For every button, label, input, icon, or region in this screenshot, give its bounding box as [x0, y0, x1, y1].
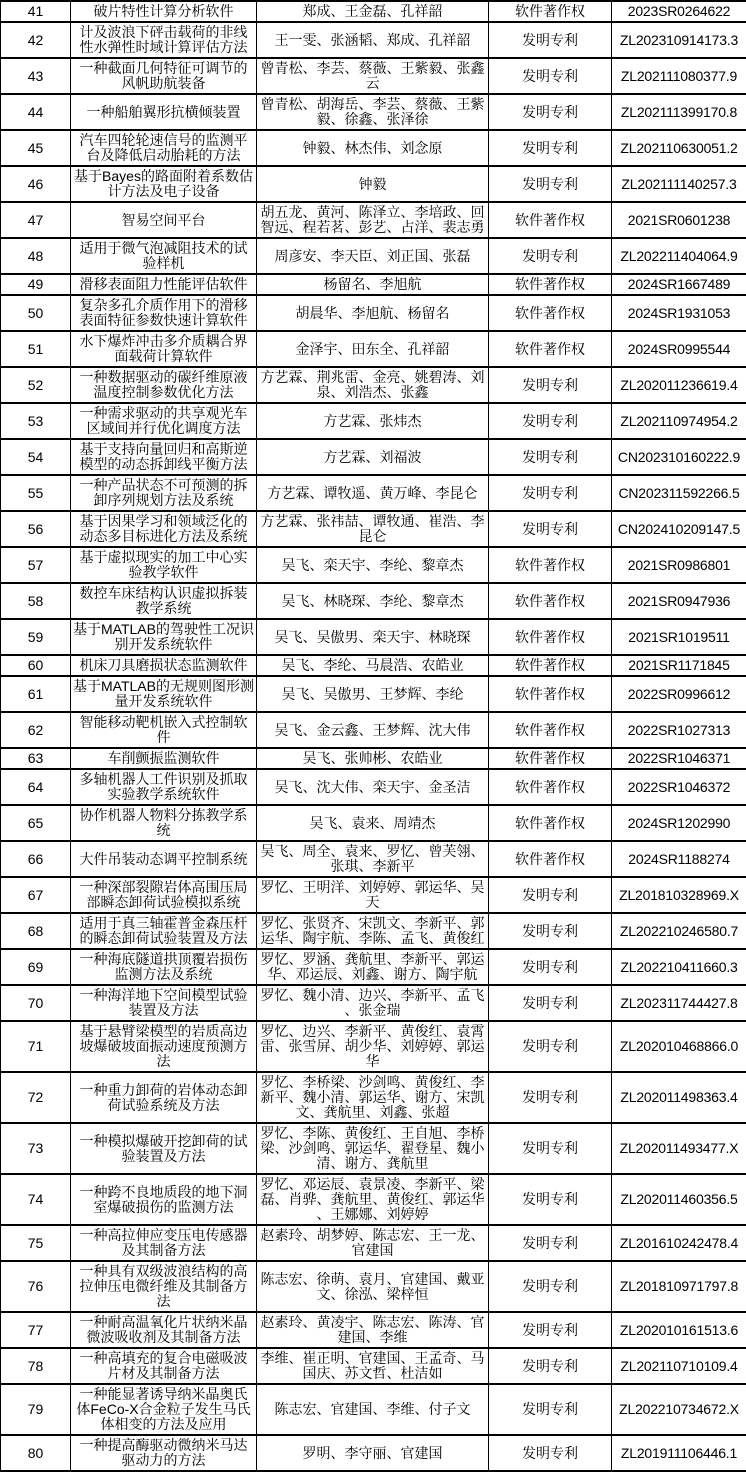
achievement-title-cell: 一种船舶翼形抗横倾装置	[71, 94, 257, 130]
ip-type-cell: 发明专利	[489, 58, 612, 94]
row-number-cell: 48	[1, 238, 71, 274]
achievement-title-cell: 基于Bayes的路面附着系数估计方法及电子设备	[71, 166, 257, 202]
table-row	[1, 1021, 746, 1072]
registration-number-cell: ZL202110710109.4	[612, 1348, 746, 1384]
table-row	[1, 1072, 746, 1123]
ip-type-cell: 发明专利	[489, 1021, 612, 1072]
table-row	[1, 655, 746, 676]
authors-cell: 李维、崔正明、官建国、王孟奇、马国庆、苏文哲、杜洁如	[257, 1348, 489, 1384]
ip-type-cell: 软件著作权	[489, 331, 612, 367]
ip-type-cell: 发明专利	[489, 367, 612, 403]
achievement-title-cell: 基于悬臂梁模型的岩质高边坡爆破坡面振动速度预测方法	[71, 1021, 257, 1072]
authors-cell: 郑成、王金磊、孔祥韶	[257, 1, 489, 22]
authors-cell: 钟毅	[257, 166, 489, 202]
authors-cell: 吴飞、吴傲男、栾天宇、林晓琛	[257, 619, 489, 655]
authors-cell: 吴飞、周全、袁来、罗忆、曾芙翎、张琪、李新平	[257, 841, 489, 877]
authors-cell: 罗忆、魏小清、边兴、李新平、孟飞、张金瑞	[257, 985, 489, 1021]
ip-type-cell: 发明专利	[489, 475, 612, 511]
table-row	[1, 58, 746, 94]
authors-cell: 吴飞、沈大伟、栾天宇、金圣洁	[257, 769, 489, 805]
row-number-cell: 45	[1, 130, 71, 166]
authors-cell: 方艺霖、张炜杰	[257, 403, 489, 439]
achievement-title-cell: 一种能显著诱导纳米晶奥氏体FeCo-X合金粒子发生马氏体相变的方法及应用	[71, 1384, 257, 1435]
table-row	[1, 331, 746, 367]
registration-number-cell: ZL201610242478.4	[612, 1225, 746, 1261]
authors-cell: 吴飞、李纶、马晨浩、农皓业	[257, 655, 489, 676]
registration-number-cell: ZL202111140257.3	[612, 166, 746, 202]
authors-cell: 吴飞、袁来、周靖杰	[257, 805, 489, 841]
row-number-cell: 59	[1, 619, 71, 655]
authors-cell: 罗忆、李桥梁、沙剑鸣、黄俊红、李新平、魏小清、郭运华、谢方、宋凯文、龚航里、刘鑫、张超	[257, 1072, 489, 1123]
registration-number-cell: 2021SR1019511	[612, 619, 746, 655]
table-row	[1, 1384, 746, 1435]
ip-type-cell: 发明专利	[489, 1384, 612, 1435]
registration-number-cell: 2021SR1171845	[612, 655, 746, 676]
registration-number-cell: ZL202210411660.3	[612, 949, 746, 985]
ip-type-cell: 发明专利	[489, 1174, 612, 1225]
registration-number-cell: ZL202111399170.8	[612, 94, 746, 130]
registration-number-cell: ZL202110974954.2	[612, 403, 746, 439]
authors-cell: 金泽宇、田东全、孔祥韶	[257, 331, 489, 367]
registration-number-cell: 2021SR0601238	[612, 202, 746, 238]
registration-number-cell: CN202410209147.5	[612, 511, 746, 547]
table-row	[1, 274, 746, 295]
authors-cell: 罗忆、边兴、李新平、黄俊红、袁霄雷、张雪屏、胡少华、刘婷婷、郭运华	[257, 1021, 489, 1072]
row-number-cell: 68	[1, 913, 71, 949]
authors-cell: 罗明、李守丽、官建国	[257, 1435, 489, 1471]
table-row	[1, 619, 746, 655]
table-row	[1, 1261, 746, 1312]
row-number-cell: 75	[1, 1225, 71, 1261]
table-row	[1, 913, 746, 949]
registration-number-cell: ZL202210246580.7	[612, 913, 746, 949]
table-row	[1, 439, 746, 475]
achievement-title-cell: 适用于微气泡减阻技术的试验样机	[71, 238, 257, 274]
registration-number-cell: ZL201810971797.8	[612, 1261, 746, 1312]
table-row	[1, 676, 746, 712]
ip-type-cell: 软件著作权	[489, 202, 612, 238]
achievement-title-cell: 一种高拉伸应变压电传感器及其制备方法	[71, 1225, 257, 1261]
authors-cell: 钟毅、林杰伟、刘念原	[257, 130, 489, 166]
table-row	[1, 295, 746, 331]
registration-number-cell: 2022SR1027313	[612, 712, 746, 748]
authors-cell: 杨留名、李旭航	[257, 274, 489, 295]
achievement-title-cell: 一种模拟爆破开挖卸荷的试验装置及方法	[71, 1123, 257, 1174]
achievement-title-cell: 一种高填充的复合电磁吸波片材及其制备方法	[71, 1348, 257, 1384]
table-row	[1, 238, 746, 274]
registration-number-cell: 2022SR0996612	[612, 676, 746, 712]
achievement-title-cell: 复杂多孔介质作用下的滑移表面特征参数快速计算软件	[71, 295, 257, 331]
achievement-title-cell: 智能移动靶机嵌入式控制软件	[71, 712, 257, 748]
achievement-title-cell: 一种截面几何特征可调节的风帆助航装备	[71, 58, 257, 94]
table-row	[1, 1312, 746, 1348]
registration-number-cell: ZL201810328969.X	[612, 877, 746, 913]
achievement-title-cell: 一种跨不良地质段的地下洞室爆破损伤的监测方法	[71, 1174, 257, 1225]
registration-number-cell: 2024SR1667489	[612, 274, 746, 295]
authors-cell: 罗忆、罗涵、龚航里、李新平、郭运华、邓运辰、刘鑫、谢方、陶宇航	[257, 949, 489, 985]
table-row	[1, 712, 746, 748]
ip-type-cell: 软件著作权	[489, 547, 612, 583]
authors-cell: 吴飞、栾天宇、李纶、黎章杰	[257, 547, 489, 583]
authors-cell: 周彦安、李天臣、刘正国、张磊	[257, 238, 489, 274]
registration-number-cell: 2024SR1202990	[612, 805, 746, 841]
authors-cell: 陈志宏、徐萌、袁月、官建国、戴亚文、徐泓、梁梓恒	[257, 1261, 489, 1312]
row-number-cell: 76	[1, 1261, 71, 1312]
achievement-title-cell: 破片特性计算分析软件	[71, 1, 257, 22]
row-number-cell: 72	[1, 1072, 71, 1123]
row-number-cell: 49	[1, 274, 71, 295]
ip-type-cell: 软件著作权	[489, 769, 612, 805]
achievement-title-cell: 一种提高酶驱动微纳米马达驱动力的方法	[71, 1435, 257, 1471]
achievement-title-cell: 基于支持向量回归和高斯逆模型的动态拆卸线平衡方法	[71, 439, 257, 475]
achievement-title-cell: 适用于真三轴霍普金森压杆的瞬态卸荷试验装置及方法	[71, 913, 257, 949]
ip-type-cell: 发明专利	[489, 1261, 612, 1312]
row-number-cell: 57	[1, 547, 71, 583]
ip-type-cell: 软件著作权	[489, 712, 612, 748]
achievement-title-cell: 多轴机器人工件识别及抓取实验教学系统软件	[71, 769, 257, 805]
table-row	[1, 985, 746, 1021]
row-number-cell: 53	[1, 403, 71, 439]
ip-type-cell: 发明专利	[489, 913, 612, 949]
ip-type-cell: 软件著作权	[489, 655, 612, 676]
table-row	[1, 1225, 746, 1261]
registration-number-cell: ZL202011236619.4	[612, 367, 746, 403]
ip-type-cell: 软件著作权	[489, 295, 612, 331]
table-row	[1, 367, 746, 403]
row-number-cell: 61	[1, 676, 71, 712]
ip-type-cell: 软件著作权	[489, 805, 612, 841]
achievement-title-cell: 一种数据驱动的碳纤维原液温度控制参数优化方法	[71, 367, 257, 403]
authors-cell: 方艺霖、谭牧遥、黄万峰、李昆仑	[257, 475, 489, 511]
achievement-title-cell: 车削颤振监测软件	[71, 748, 257, 769]
ip-type-cell: 发明专利	[489, 877, 612, 913]
row-number-cell: 44	[1, 94, 71, 130]
table-row	[1, 769, 746, 805]
row-number-cell: 63	[1, 748, 71, 769]
authors-cell: 赵素玲、胡梦婷、陈志宏、王一龙、官建国	[257, 1225, 489, 1261]
row-number-cell: 41	[1, 1, 71, 22]
ip-type-cell: 发明专利	[489, 130, 612, 166]
table-row	[1, 403, 746, 439]
table-row	[1, 583, 746, 619]
row-number-cell: 80	[1, 1435, 71, 1471]
table-row	[1, 877, 746, 913]
registration-number-cell: CN202311592266.5	[612, 475, 746, 511]
table-row	[1, 547, 746, 583]
row-number-cell: 79	[1, 1384, 71, 1435]
ip-type-cell: 软件著作权	[489, 748, 612, 769]
registration-number-cell: 2024SR1188274	[612, 841, 746, 877]
registration-number-cell: ZL201911106446.1	[612, 1435, 746, 1471]
authors-cell: 吴飞、林晓琛、李纶、黎章杰	[257, 583, 489, 619]
achievement-title-cell: 水下爆炸冲击多介质耦合界面载荷计算软件	[71, 331, 257, 367]
row-number-cell: 50	[1, 295, 71, 331]
registration-number-cell: 2021SR0986801	[612, 547, 746, 583]
ip-type-cell: 发明专利	[489, 1435, 612, 1471]
registration-number-cell: 2022SR1046372	[612, 769, 746, 805]
row-number-cell: 54	[1, 439, 71, 475]
authors-cell: 吴飞、张帅彬、农皓业	[257, 748, 489, 769]
row-number-cell: 60	[1, 655, 71, 676]
achievement-title-cell: 一种海洋地下空间模型试验装置及方法	[71, 985, 257, 1021]
row-number-cell: 64	[1, 769, 71, 805]
row-number-cell: 70	[1, 985, 71, 1021]
registration-number-cell: ZL202011460356.5	[612, 1174, 746, 1225]
achievement-title-cell: 数控车床结构认识虚拟拆装教学系统	[71, 583, 257, 619]
registration-number-cell: ZL202210734672.X	[612, 1384, 746, 1435]
table-row	[1, 166, 746, 202]
row-number-cell: 51	[1, 331, 71, 367]
table-row	[1, 949, 746, 985]
achievement-title-cell: 智易空间平台	[71, 202, 257, 238]
ip-type-cell: 软件著作权	[489, 274, 612, 295]
registration-number-cell: 2024SR1931053	[612, 295, 746, 331]
row-number-cell: 43	[1, 58, 71, 94]
row-number-cell: 73	[1, 1123, 71, 1174]
achievement-title-cell: 基于虚拟现实的加工中心实验教学软件	[71, 547, 257, 583]
achievement-title-cell: 一种产品状态不可预测的拆卸序列规划方法及系统	[71, 475, 257, 511]
row-number-cell: 78	[1, 1348, 71, 1384]
row-number-cell: 65	[1, 805, 71, 841]
authors-cell: 罗忆、张贤齐、宋凯文、李新平、郭运华、陶宇航、李陈、孟飞、黄俊红	[257, 913, 489, 949]
authors-cell: 曾青松、胡海岳、李芸、蔡薇、王紫毅、徐鑫、张泽徐	[257, 94, 489, 130]
ip-type-cell: 发明专利	[489, 985, 612, 1021]
registration-number-cell: ZL202211404064.9	[612, 238, 746, 274]
authors-cell: 方艺霖、刘福波	[257, 439, 489, 475]
authors-cell: 曾青松、李芸、蔡薇、王紫毅、张鑫云	[257, 58, 489, 94]
row-number-cell: 62	[1, 712, 71, 748]
row-number-cell: 71	[1, 1021, 71, 1072]
ip-type-cell: 发明专利	[489, 439, 612, 475]
row-number-cell: 77	[1, 1312, 71, 1348]
registration-number-cell: CN202310160222.9	[612, 439, 746, 475]
table-row	[1, 748, 746, 769]
ip-type-cell: 软件著作权	[489, 676, 612, 712]
row-number-cell: 55	[1, 475, 71, 511]
ip-type-cell: 发明专利	[489, 238, 612, 274]
table-row	[1, 805, 746, 841]
authors-cell: 方艺霖、张祎喆、谭牧通、崔浩、李昆仑	[257, 511, 489, 547]
row-number-cell: 74	[1, 1174, 71, 1225]
registration-number-cell: ZL202010161513.6	[612, 1312, 746, 1348]
ip-type-cell: 软件著作权	[489, 841, 612, 877]
ip-type-cell: 发明专利	[489, 1312, 612, 1348]
authors-cell: 王一雯、张涵韬、郑成、孔祥韶	[257, 22, 489, 58]
table-row	[1, 1348, 746, 1384]
authors-cell: 胡晨华、李旭航、杨留名	[257, 295, 489, 331]
table-body	[1, 1, 746, 1471]
ip-type-cell: 软件著作权	[489, 583, 612, 619]
row-number-cell: 66	[1, 841, 71, 877]
ip-type-cell: 软件著作权	[489, 1, 612, 22]
authors-cell: 罗忆、李陈、黄俊红、王自旭、李桥梁、沙剑鸣、郭运华、翟登星、魏小清、谢方、龚航里	[257, 1123, 489, 1174]
registration-number-cell: ZL202010468866.0	[612, 1021, 746, 1072]
row-number-cell: 56	[1, 511, 71, 547]
achievement-title-cell: 一种耐高温氧化片状纳米晶微波吸收剂及其制备方法	[71, 1312, 257, 1348]
registration-number-cell: 2021SR0947936	[612, 583, 746, 619]
achievement-title-cell: 基于MATLAB的驾驶性工况识别开发系统软件	[71, 619, 257, 655]
achievement-title-cell: 基于因果学习和领域泛化的动态多目标进化方法及系统	[71, 511, 257, 547]
ip-type-cell: 软件著作权	[489, 619, 612, 655]
table-row	[1, 1174, 746, 1225]
ip-type-cell: 发明专利	[489, 94, 612, 130]
table-row	[1, 475, 746, 511]
ip-type-cell: 发明专利	[489, 1123, 612, 1174]
authors-cell: 方艺霖、荆兆雷、金亮、姚碧涛、刘泉、刘浩杰、张鑫	[257, 367, 489, 403]
row-number-cell: 58	[1, 583, 71, 619]
authors-cell: 罗忆、王明洋、刘婷婷、郭运华、吴天	[257, 877, 489, 913]
table-row	[1, 1435, 746, 1471]
ip-type-cell: 发明专利	[489, 403, 612, 439]
table-row	[1, 202, 746, 238]
authors-cell: 陈志宏、官建国、李维、付子文	[257, 1384, 489, 1435]
registration-number-cell: 2024SR0995544	[612, 331, 746, 367]
row-number-cell: 52	[1, 367, 71, 403]
ip-type-cell: 发明专利	[489, 22, 612, 58]
authors-cell: 罗忆、邓运辰、袁景凌、李新平、梁磊、肖骅、龚航里、黄俊红、郭运华、王娜娜、刘婷婷	[257, 1174, 489, 1225]
registration-number-cell: 2022SR1046371	[612, 748, 746, 769]
registration-number-cell: ZL202111080377.9	[612, 58, 746, 94]
row-number-cell: 47	[1, 202, 71, 238]
achievement-title-cell: 计及波浪下砰击载荷的非线性水弹性时域计算评估方法	[71, 22, 257, 58]
ip-type-cell: 发明专利	[489, 949, 612, 985]
achievement-title-cell: 协作机器人物料分拣教学系统	[71, 805, 257, 841]
ip-type-cell: 发明专利	[489, 1225, 612, 1261]
authors-cell: 胡五龙、黄河、陈泽立、李培政、回智远、程若茗、彭艺、占洋、裴志勇	[257, 202, 489, 238]
ip-type-cell: 发明专利	[489, 1072, 612, 1123]
table-row	[1, 130, 746, 166]
authors-cell: 吴飞、吴傲男、王梦辉、李纶	[257, 676, 489, 712]
authors-cell: 赵素玲、黄凌宇、陈志宏、陈涛、官建国、李维	[257, 1312, 489, 1348]
registration-number-cell: 2023SR0264622	[612, 1, 746, 22]
table-row	[1, 841, 746, 877]
table-row	[1, 94, 746, 130]
row-number-cell: 69	[1, 949, 71, 985]
row-number-cell: 46	[1, 166, 71, 202]
row-number-cell: 42	[1, 22, 71, 58]
ip-type-cell: 发明专利	[489, 1348, 612, 1384]
ip-type-cell: 发明专利	[489, 166, 612, 202]
table-row	[1, 22, 746, 58]
registration-number-cell: ZL202011498363.4	[612, 1072, 746, 1123]
achievement-title-cell: 汽车四轮轮速信号的监测平台及降低启动胎耗的方法	[71, 130, 257, 166]
registration-number-cell: ZL202311744427.8	[612, 985, 746, 1021]
achievement-title-cell: 大件吊装动态调平控制系统	[71, 841, 257, 877]
registration-number-cell: ZL202011493477.X	[612, 1123, 746, 1174]
table-row	[1, 1, 746, 22]
row-number-cell: 67	[1, 877, 71, 913]
ip-type-cell: 发明专利	[489, 511, 612, 547]
authors-cell: 吴飞、金云鑫、王梦辉、沈大伟	[257, 712, 489, 748]
achievement-title-cell: 滑移表面阻力性能评估软件	[71, 274, 257, 295]
achievement-title-cell: 一种深部裂隙岩体高围压局部瞬态卸荷试验模拟系统	[71, 877, 257, 913]
achievement-title-cell: 一种具有双级波浪结构的高拉伸压电微纤维及其制备方法	[71, 1261, 257, 1312]
registration-number-cell: ZL202310914173.3	[612, 22, 746, 58]
table-row	[1, 511, 746, 547]
table-row	[1, 1123, 746, 1174]
achievement-title-cell: 一种需求驱动的共享观光车区域间并行优化调度方法	[71, 403, 257, 439]
achievement-title-cell: 一种重力卸荷的岩体动态卸荷试验系统及方法	[71, 1072, 257, 1123]
achievement-title-cell: 基于MATLAB的无规则图形测量开发系统软件	[71, 676, 257, 712]
registration-number-cell: ZL202110630051.2	[612, 130, 746, 166]
achievement-title-cell: 机床刀具磨损状态监测软件	[71, 655, 257, 676]
achievement-title-cell: 一种海底隧道拱顶覆岩损伤监测方法及系统	[71, 949, 257, 985]
